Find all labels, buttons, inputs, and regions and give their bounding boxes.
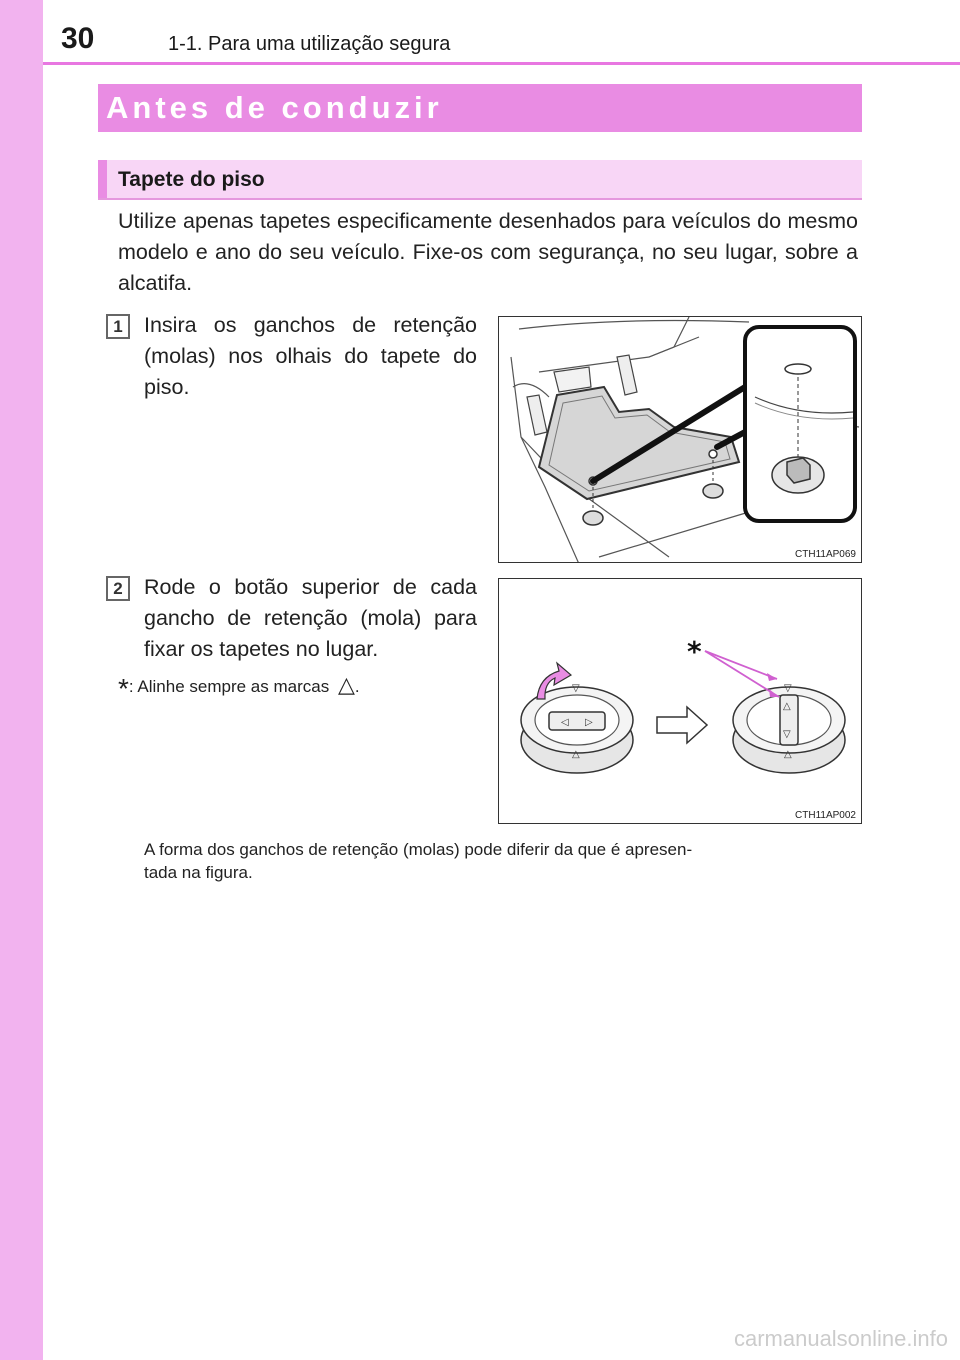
brake-pedal [554,367,591,392]
knob-rotation-illustration [499,579,862,824]
triangle-up-icon: △ [572,749,580,760]
note-asterisk: * [118,673,129,704]
footnote-line-1: A forma dos ganchos de retenção (molas) pode diferir da que é apresen- [144,840,693,859]
figure-2-code: CTH11AP002 [795,810,856,821]
subsection-title: Tapete do piso [118,168,265,191]
callout-asterisk: * [687,635,702,668]
triangle-down-icon: ▽ [783,729,791,740]
triangle-mark-icon: △ [337,672,355,697]
retention-hook-knob [787,458,810,483]
section-title [98,84,862,132]
floor-mat [539,387,739,499]
note-end: . [354,677,360,696]
intro-paragraph: Utilize apenas tapetes especificamente desenhados para veículos do mesmo modelo e ano do seu veículo. Fixe-os com segurança, no seu lugar, sobre a alcatifa. [118,209,858,295]
subsection-header [98,160,862,200]
footnote-line-2: tada na figura. [144,863,253,882]
floor-mat-illustration [499,317,862,563]
figure-knob-rotation [498,578,862,824]
header-section-title: 1-1. Para uma utilização segura [168,33,451,55]
section-title-text: Antes de conduzir [106,90,443,125]
step-1-number: 1 [106,314,130,339]
accelerator-pedal [617,355,637,395]
direction-arrow-icon [657,707,707,743]
page-number: 30 [61,22,95,55]
triangle-up-icon: △ [784,749,792,760]
figure-floor-mat [498,316,862,563]
footnote [144,838,858,884]
triangle-down-icon: ▽ [784,683,792,694]
watermark: carmanualsonline.info [733,1326,948,1351]
step-2-text: Rode o botão superior de cada gancho de retenção (mola) para fixar os tapetes no lugar. [144,575,477,661]
header-divider [43,62,960,65]
left-pedal [527,395,547,435]
figure-1-code: CTH11AP069 [795,549,856,560]
note-text: : Alinhe sempre as marcas [128,677,330,696]
triangle-left-icon: ◁ [561,717,569,728]
side-tab-bar [0,0,43,1360]
step-1-text: Insira os ganchos de retenção (molas) nos olhais do tapete do piso. [144,313,477,399]
triangle-right-icon: ▷ [585,717,593,728]
triangle-up-icon: △ [783,701,791,712]
step-2-number: 2 [106,576,130,601]
alignment-note [118,672,360,705]
triangle-down-icon: ▽ [572,683,580,694]
